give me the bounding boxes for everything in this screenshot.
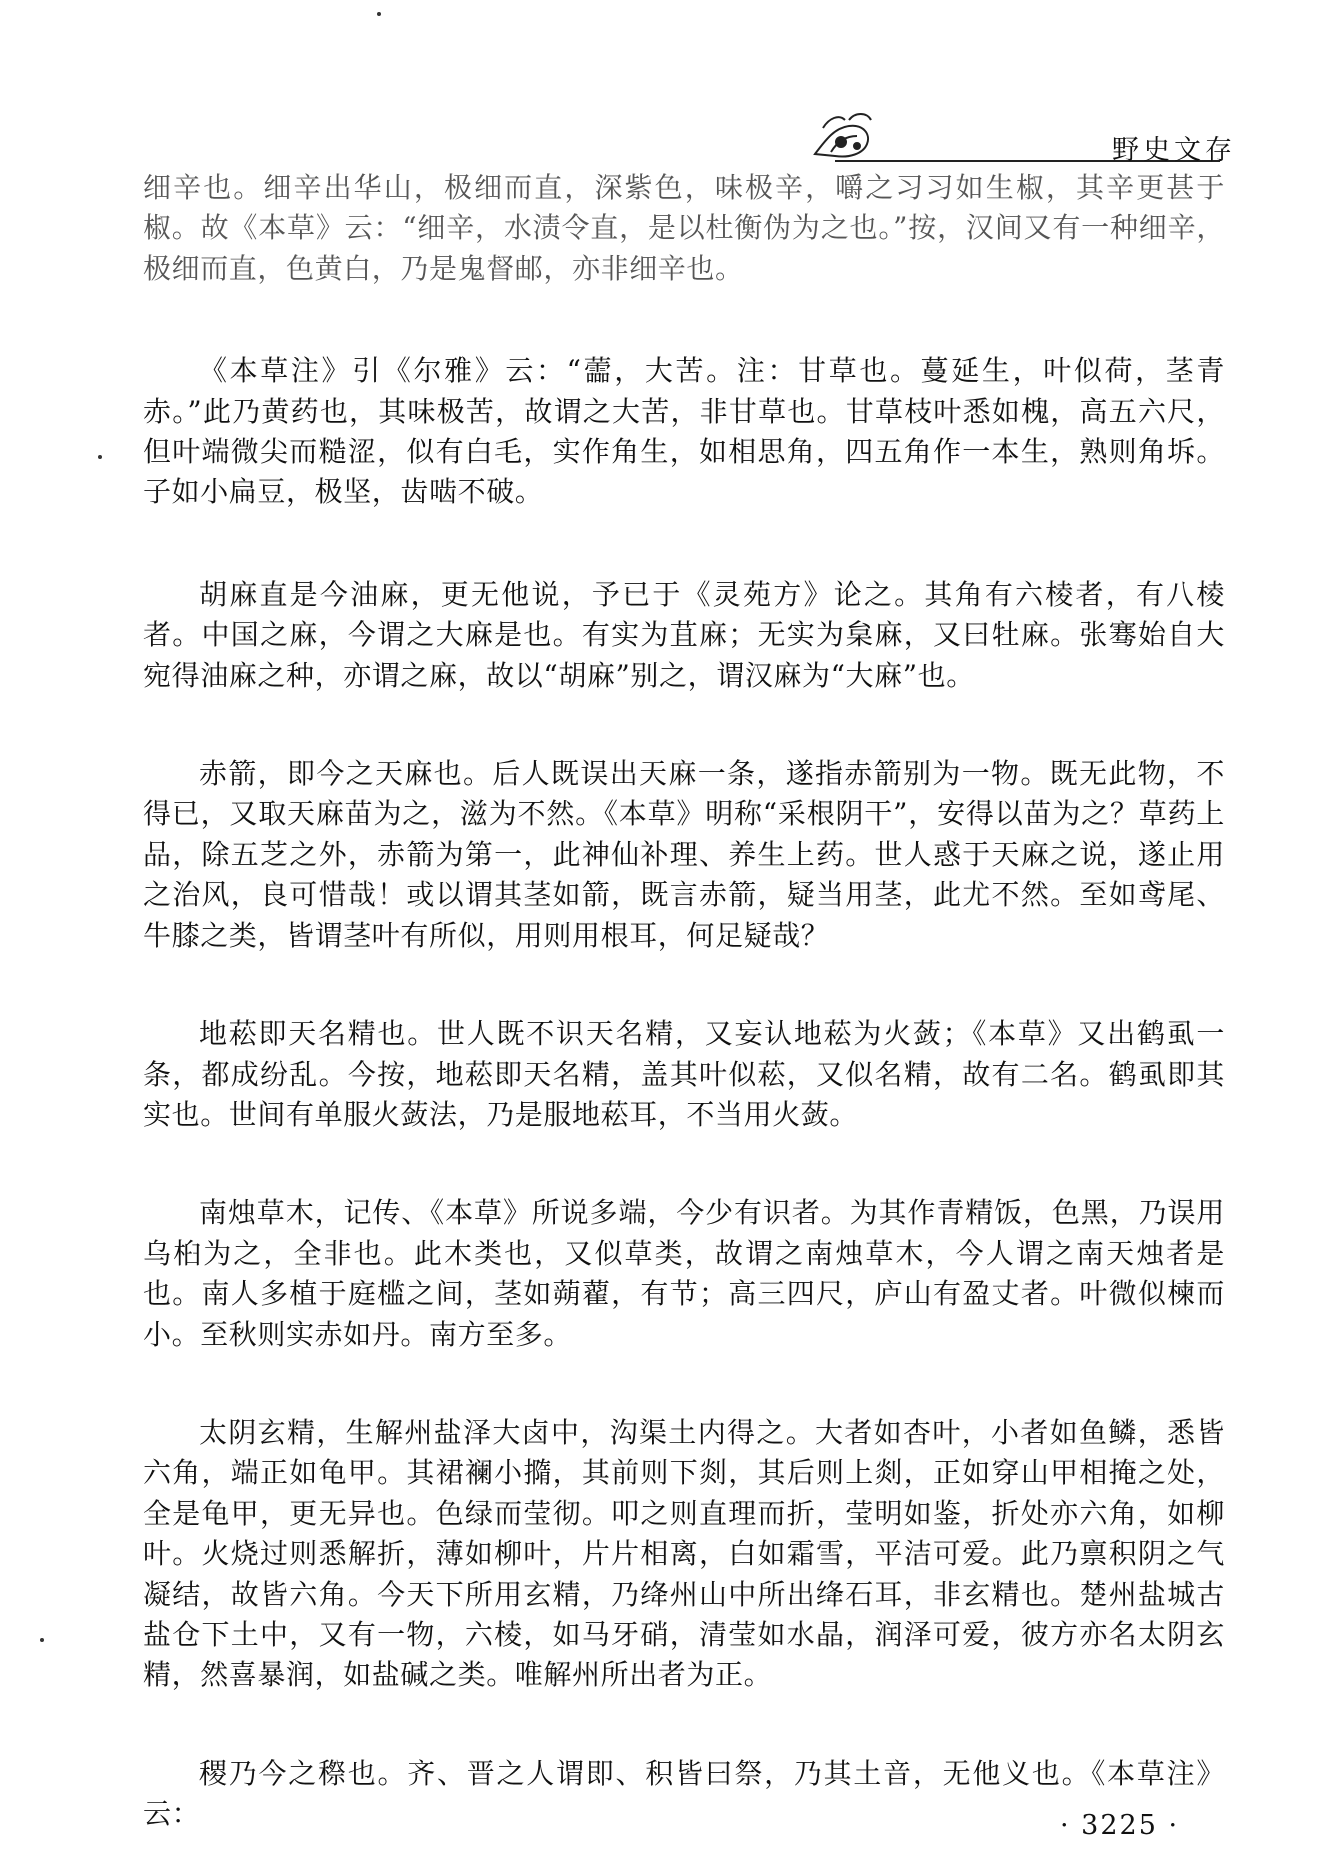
- page-number: · 3225 ·: [1060, 1810, 1180, 1841]
- ornament-flower-icon: [805, 108, 885, 166]
- paragraph: 南烛草木，记传、《本草》所说多端，今少有识者。为其作青精饭，色黑，乃误用乌桕为之，全非也。此木类也，又似草类，故谓之南烛草木，今人谓之南天烛者是也。南人多植于庭槛之间，茎如蒴藋，有节；高三四尺，庐山有盈丈者。叶微似楝而小。至秋则实赤如丹。南方至多。: [143, 1196, 1225, 1351]
- paragraph: 细辛也。细辛出华山，极细而直，深紫色，味极辛，嚼之习习如生椒，其辛更甚于椒。故《本草》云：“细辛，水渍令直，是以杜衡伪为之也。”按，汉间又有一种细辛，极细而直，色黄白，乃是鬼督邮，亦非细辛也。: [143, 171, 1225, 285]
- paragraph: 稷乃今之穄也。齐、晋之人谓即、积皆曰祭，乃其土音，无他义也。《本草注》云：: [143, 1756, 1225, 1831]
- scan-speck: [40, 1638, 44, 1642]
- scan-speck: [377, 12, 381, 16]
- series-title: 野史文存: [1112, 135, 1236, 166]
- paragraph: 胡麻直是今油麻，更无他说，予已于《灵苑方》论之。其角有六棱者，有八棱者。中国之麻，今谓之大麻是也。有实为苴麻；无实为枲麻，又曰牡麻。张骞始自大宛得油麻之种，亦谓之麻，故以“胡麻”别之，谓汉麻为“大麻”也。: [143, 577, 1225, 692]
- paragraph: 地菘即天名精也。世人既不识天名精，又妄认地菘为火蔹；《本草》又出鹤虱一条，都成纷乱。今按，地菘即天名精，盖其叶似菘，又似名精，故有二名。鹤虱即其实也。世间有单服火蔹法，乃是服地菘耳，不当用火蔹。: [143, 1017, 1225, 1131]
- paragraph: 《本草注》引《尔雅》云：“蘦，大苦。注：甘草也。蔓延生，叶似荷，茎青赤。”此乃黄药也，其味极苦，故谓之大苦，非甘草也。甘草枝叶悉如槐，高五六尺，但叶端微尖而糙涩，似有白毛，实作角生，如相思角，四五角作一本生，熟则角坼。子如小扁豆，极坚，齿啮不破。: [143, 354, 1225, 509]
- paragraph: 赤箭，即今之天麻也。后人既误出天麻一条，遂指赤箭别为一物。既无此物，不得已，又取天麻苗为之，滋为不然。《本草》明称“采根阴干”，安得以苗为之？草药上品，除五芝之外，赤箭为第一，此神仙补理、养生上药。世人惑于天麻之说，遂止用之治风，良可惜哉！或以谓其茎如箭，既言赤箭，疑当用茎，此尤不然。至如鸢尾、牛膝之类，皆谓茎叶有所似，用则用根耳，何足疑哉？: [143, 757, 1225, 952]
- paragraph: 太阴玄精，生解州盐泽大卤中，沟渠土内得之。大者如杏叶，小者如鱼鳞，悉皆六角，端正如龟甲。其裙襕小撱，其前则下剡，其后则上剡，正如穿山甲相掩之处，全是龟甲，更无异也。色绿而莹彻。叩之则直理而折，莹明如鉴，折处亦六角，如柳叶。火烧过则悉解折，薄如柳叶，片片相离，白如霜雪，平洁可爱。此乃禀积阴之气凝结，故皆六角。今天下所用玄精，乃绛州山中所出绛石耳，非玄精也。楚州盐城古盐仓下土中，又有一物，六棱，如马牙硝，清莹如水晶，润泽可爱，彼方亦名太阴玄精，然喜暴润，如盐碱之类。唯解州所出者为正。: [143, 1415, 1225, 1692]
- body-text: [143, 168, 1225, 1835]
- scan-speck: [98, 455, 102, 459]
